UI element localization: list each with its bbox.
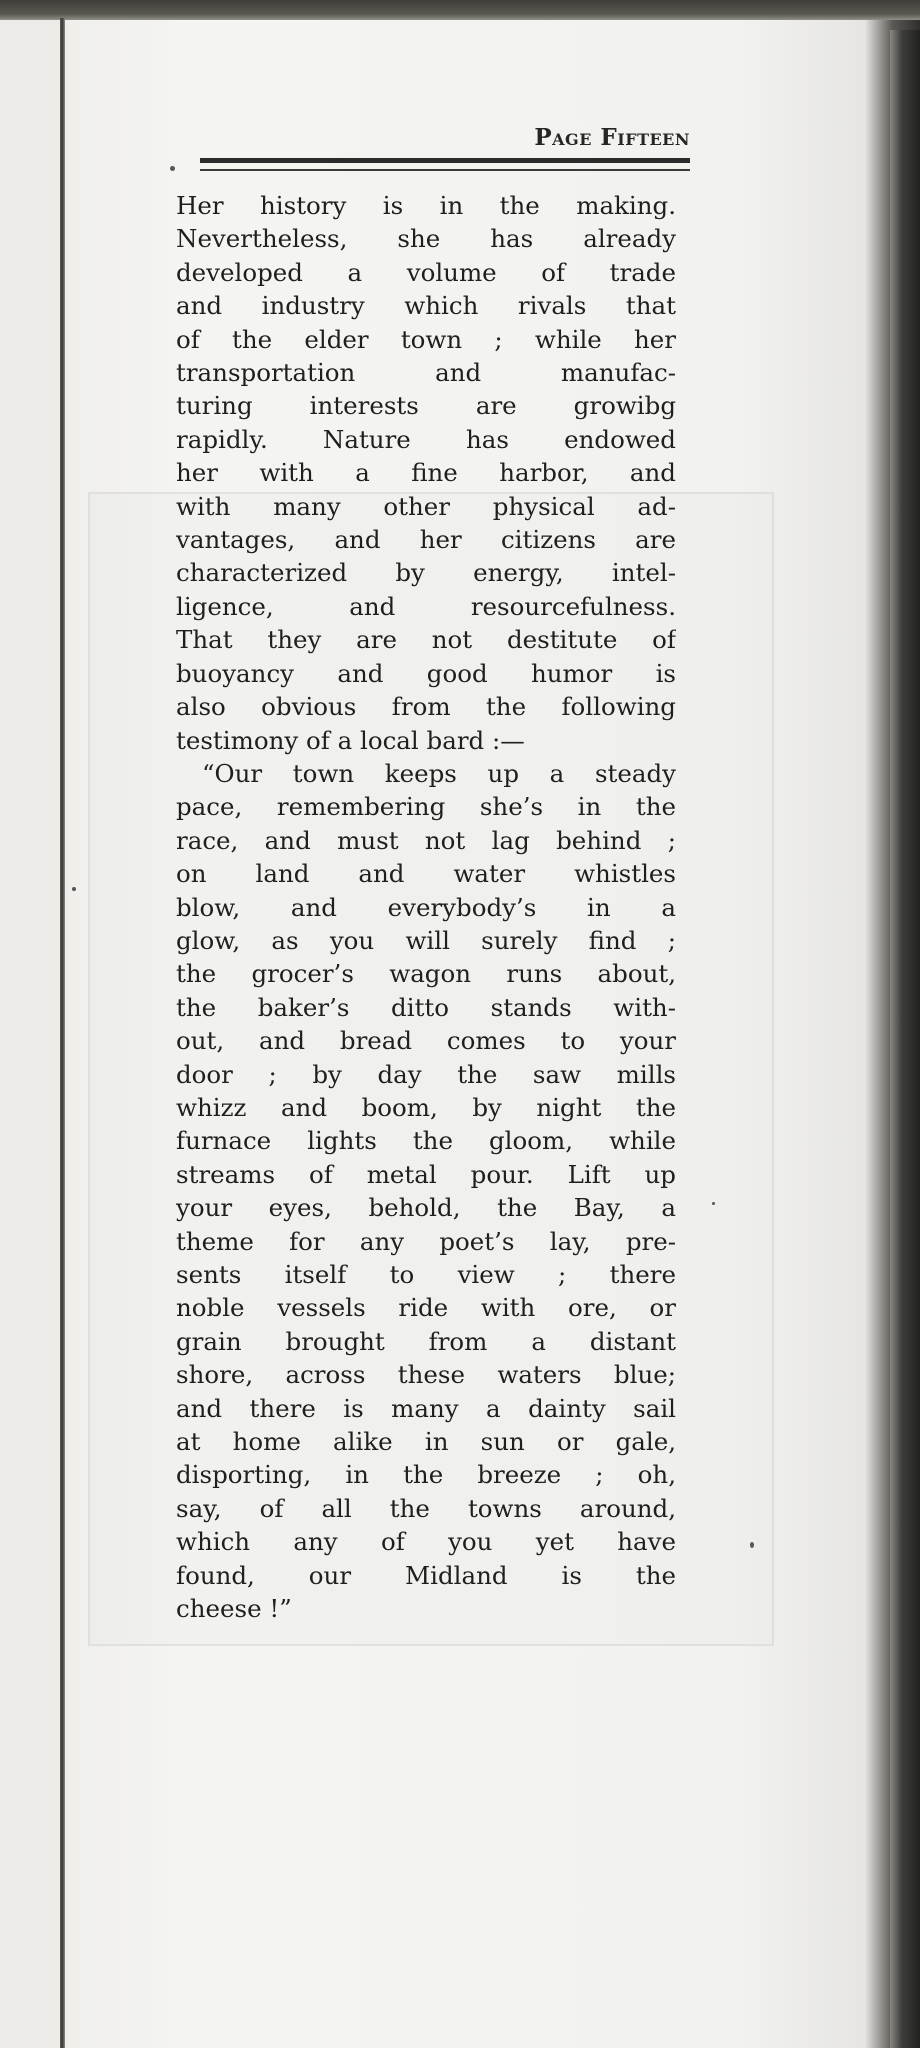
text-line: blow, and everybody’s in a (176, 892, 676, 922)
text-line: transportation and manufac- (176, 358, 676, 388)
text-line: glow, as you will surely find ; (176, 925, 676, 955)
ink-speck (72, 887, 76, 891)
text-line: shore, across these waters blue; (176, 1360, 676, 1390)
text-line: found, our Midland is the (176, 1560, 676, 1590)
text-line: sents itself to view ; there (176, 1260, 676, 1289)
text-line: race, and must not lag behind ; (176, 825, 676, 855)
page-header: Page Fifteen (534, 124, 690, 151)
text-line: out, and bread comes to your (176, 1026, 676, 1056)
text-line: and there is many a dainty sail (176, 1393, 676, 1423)
text-line: buoyancy and good humor is (176, 658, 676, 688)
text-line: the baker’s ditto stands with- (176, 992, 676, 1022)
text-line: door ; by day the saw mills (176, 1059, 676, 1089)
article-body (176, 189, 676, 1649)
text-line: That they are not destitute of (176, 625, 676, 655)
header-rule-thin (200, 169, 690, 171)
text-line: rapidly. Nature has endowed (176, 424, 676, 454)
text-line: characterized by energy, intel- (176, 558, 676, 588)
text-line: say, of all the towns around, (176, 1493, 676, 1523)
paragraph-poem (176, 757, 676, 1626)
text-line: ligence, and resourcefulness. (176, 591, 676, 621)
binding-fold-line (60, 18, 65, 2048)
text-line: theme for any poet’s lay, pre- (176, 1226, 676, 1256)
text-line: whizz and boom, by night the (176, 1092, 676, 1122)
text-line: her with a fine harbor, and (176, 458, 676, 488)
header-rule-thick (200, 158, 690, 163)
text-line: Nevertheless, she has already (176, 224, 676, 254)
text-line: on land and water whistles (176, 859, 676, 889)
text-line: and industry which rivals that (176, 291, 676, 321)
scanner-top-edge (0, 0, 920, 20)
left-margin (0, 20, 60, 2048)
paragraph-intro (176, 189, 676, 757)
text-line: which any of you yet have (176, 1527, 676, 1557)
text-line: streams of metal pour. Lift up (176, 1159, 676, 1189)
ink-speck (712, 1202, 715, 1205)
text-line: your eyes, behold, the Bay, a (176, 1193, 676, 1223)
text-line: cheese !” (176, 1594, 292, 1624)
text-line: disporting, in the breeze ; oh, (176, 1460, 676, 1490)
text-line: pace, remembering she’s in the (176, 792, 676, 822)
text-line: furnace lights the gloom, while (176, 1126, 676, 1156)
text-line: vantages, and her citizens are (176, 525, 676, 555)
text-line: with many other physical ad- (176, 491, 676, 521)
text-line: testimony of a local bard :— (176, 725, 525, 755)
scanner-right-edge (890, 30, 920, 2048)
text-line: turing interests are growibg (176, 391, 676, 421)
text-line: of the elder town ; while her (176, 324, 676, 354)
text-line: Her history is in the making. (176, 191, 676, 220)
text-line: also obvious from the following (176, 692, 676, 722)
text-line: grain brought from a distant (176, 1326, 676, 1356)
ink-speck (750, 1542, 754, 1548)
text-line: “Our town keeps up a steady (202, 758, 676, 788)
ink-speck (170, 166, 175, 171)
text-line: noble vessels ride with ore, or (176, 1293, 676, 1323)
text-line: the grocer’s wagon runs about, (176, 959, 676, 989)
text-line: at home alike in sun or gale, (176, 1427, 676, 1457)
text-line: developed a volume of trade (176, 257, 676, 287)
